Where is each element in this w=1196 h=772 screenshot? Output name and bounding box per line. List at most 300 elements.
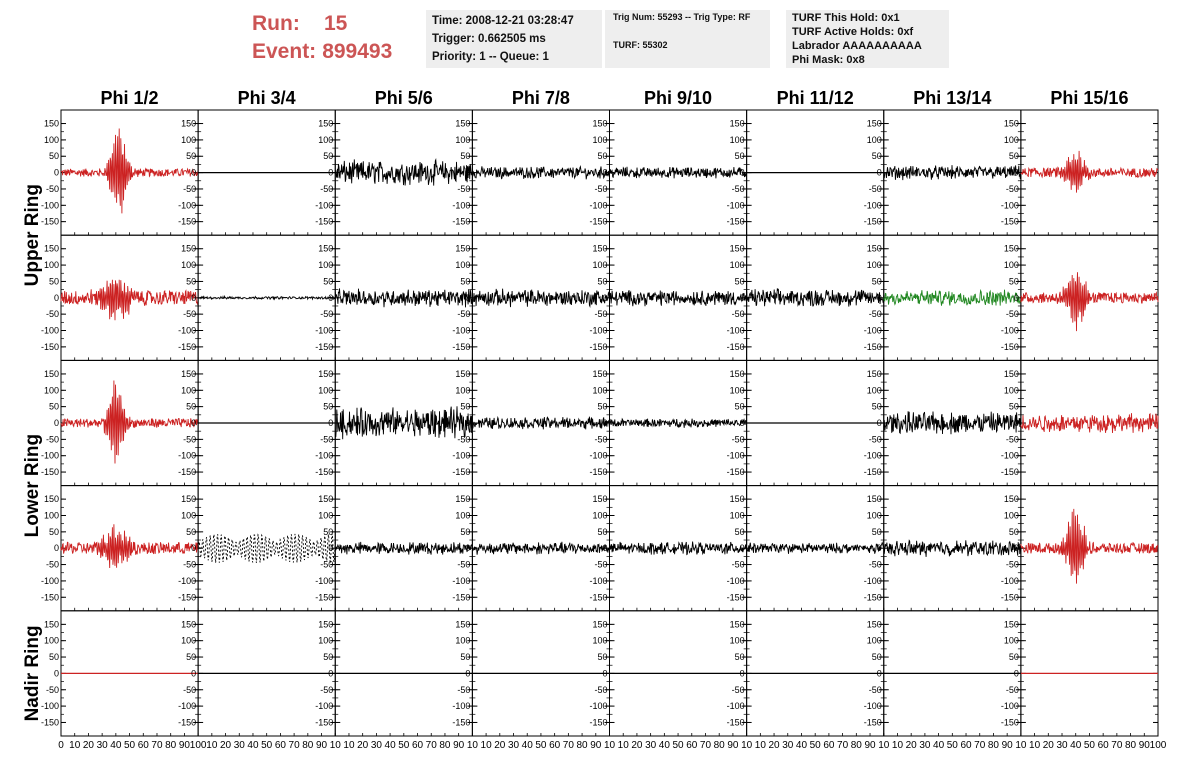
y-tick-label: -50 [1005,684,1019,695]
y-tick-label: -50 [594,183,608,194]
y-tick-label: 100 [43,134,59,145]
y-tick-label: -100 [863,325,882,336]
panel [315,611,472,736]
y-tick-label: 100 [318,385,334,396]
x-tick-label: 60 [411,740,424,751]
y-tick-label: 100 [729,635,745,646]
y-tick-label: -150 [452,467,471,478]
y-tick-label: 150 [43,243,59,254]
y-tick-label: 150 [866,118,882,129]
turf-num-text: TURF: 55302 [613,40,668,50]
x-tick-label: 10 [617,740,629,751]
y-tick-label: 50 [871,526,882,537]
y-tick-label: -150 [40,341,59,352]
y-tick-label: 0 [465,167,471,178]
x-tick-label: 50 [809,740,821,751]
run-value: 15 [324,12,348,35]
panel [1001,486,1158,611]
y-tick-label: 50 [460,401,471,412]
y-tick-label: 50 [871,401,882,412]
waveform-trace [1021,413,1158,433]
y-tick-label: -50 [594,559,608,570]
y-tick-label: -100 [589,575,608,586]
y-tick-label: 0 [465,292,471,303]
panel [1001,360,1158,485]
y-tick-label: -150 [589,592,608,603]
y-tick-label: 0 [53,167,59,178]
y-tick-label: 50 [460,526,471,537]
y-tick-label: 50 [734,151,745,162]
y-tick-label: -150 [315,717,334,728]
x-tick-label: 60 [549,740,561,751]
y-tick-label: 50 [1008,652,1019,663]
x-tick-label: 50 [261,740,273,751]
y-tick-label: 150 [318,619,334,630]
x-tick-label: 20 [905,740,917,751]
y-tick-label: -100 [589,450,608,461]
panel [727,360,884,485]
y-tick-label: -100 [726,325,745,336]
y-tick-label: 50 [1008,526,1019,537]
y-tick-label: -150 [1000,717,1019,728]
panel [178,235,335,360]
y-tick-label: 100 [866,260,882,271]
x-tick-label: 50 [535,740,547,751]
x-tick-label: 80 [439,740,451,751]
y-tick-label: -150 [726,717,745,728]
x-tick-label: 60 [137,740,149,751]
column-header: Phi 3/4 [237,88,296,108]
x-tick-label: 80 [850,740,862,751]
y-tick-label: -50 [594,434,608,445]
y-tick-label: 50 [323,401,334,412]
y-tick-label: 150 [866,619,882,630]
y-tick-label: -100 [452,575,471,586]
panel [589,360,746,485]
y-tick-label: 150 [729,243,745,254]
y-tick-label: -100 [40,450,59,461]
panel [589,486,746,611]
y-tick-label: -100 [40,325,59,336]
x-tick-label: 70 [837,740,849,751]
panel [41,110,198,235]
x-tick-label: 40 [384,740,396,751]
x-tick-label: 90 [178,740,190,751]
y-tick-label: -50 [457,684,471,695]
panel [315,235,472,360]
waveform-trace [61,524,198,568]
y-tick-label: 100 [318,134,334,145]
y-tick-label: 50 [734,276,745,287]
event-value: 899493 [322,40,393,63]
y-tick-label: -100 [589,701,608,712]
y-tick-label: 150 [729,494,745,505]
x-tick-label: 70 [151,740,163,751]
y-tick-label: 0 [1013,167,1019,178]
y-tick-label: -50 [868,559,882,570]
y-tick-label: 100 [592,134,608,145]
x-tick-label: 50 [1083,740,1095,751]
waveform-trace [610,167,747,179]
y-tick-label: 0 [1013,668,1019,679]
y-tick-label: -150 [315,592,334,603]
y-tick-label: -100 [726,575,745,586]
y-tick-label: -150 [589,341,608,352]
y-tick-label: 50 [871,151,882,162]
y-tick-label: 50 [460,652,471,663]
y-tick-label: 100 [729,510,745,521]
y-tick-label: 0 [1013,292,1019,303]
x-tick-label: 40 [658,740,670,751]
y-tick-label: -150 [178,216,197,227]
y-tick-label: -100 [726,450,745,461]
y-tick-label: 100 [592,635,608,646]
y-tick-label: -150 [726,341,745,352]
x-tick-label: 10 [1029,740,1041,751]
y-tick-label: 150 [318,494,334,505]
y-tick-label: 0 [191,292,197,303]
waveform-trace [335,542,472,555]
y-tick-label: -50 [320,183,334,194]
y-tick-label: -50 [183,183,197,194]
y-tick-label: 150 [43,118,59,129]
y-tick-label: 150 [43,494,59,505]
column-header: Phi 1/2 [100,88,159,108]
waveform-trace [610,419,747,428]
y-tick-label: 100 [455,510,471,521]
y-tick-label: 0 [53,418,59,428]
y-tick-label: 100 [181,635,197,646]
y-tick-label: -50 [594,309,608,320]
y-tick-label: 150 [592,368,608,379]
y-tick-label: -150 [178,592,197,603]
y-tick-label: -100 [315,575,334,586]
y-tick-label: -150 [40,467,59,478]
y-tick-label: -150 [863,592,882,603]
y-tick-label: -100 [40,200,59,211]
y-tick-label: 50 [597,401,608,412]
x-tick-label: 10 [1015,740,1027,751]
y-tick-label: -50 [594,684,608,695]
y-tick-label: 100 [866,510,882,521]
time-text: Time: 2008-12-21 03:28:47 [432,15,574,27]
y-tick-label: -50 [1005,434,1019,445]
y-tick-label: -100 [315,200,334,211]
y-tick-label: 0 [739,292,745,303]
waveform-trace [1021,151,1158,193]
y-tick-label: 150 [181,118,197,129]
x-tick-label: 20 [631,740,643,751]
y-tick-label: 50 [871,652,882,663]
y-tick-label: 100 [318,635,334,646]
y-tick-label: -100 [40,701,59,712]
ring-label: Upper Ring [22,184,43,287]
y-tick-label: 100 [318,260,334,271]
y-tick-label: -50 [183,684,197,695]
labrador-text: Labrador AAAAAAAAAA [792,40,922,52]
y-tick-label: 50 [48,401,59,412]
waveform-trace [335,406,472,439]
y-tick-label: 50 [1008,276,1019,287]
y-tick-label: -150 [40,592,59,603]
y-tick-label: 100 [43,260,59,271]
y-tick-label: 0 [602,668,608,679]
column-header: Phi 5/6 [374,88,433,108]
panel [452,611,609,736]
panel [589,110,746,235]
y-tick-label: 150 [592,118,608,129]
x-tick-label: 60 [274,740,286,751]
y-tick-label: 0 [191,418,197,428]
y-tick-label: 150 [318,118,334,129]
x-tick-label: 50 [124,740,136,751]
y-tick-label: 150 [181,619,197,630]
waveform-trace [472,166,609,179]
y-tick-label: -100 [863,701,882,712]
y-tick-label: 100 [455,134,471,145]
y-tick-label: -100 [178,325,197,336]
x-tick-label: 50 [398,740,410,751]
y-tick-label: -150 [726,467,745,478]
x-tick-label: 10 [466,740,478,751]
y-tick-label: -150 [452,592,471,603]
trig-num-text: Trig Num: 55293 -- Trig Type: RF [613,12,751,22]
x-tick-label: 40 [521,740,533,751]
y-tick-label: 150 [1003,118,1019,129]
y-tick-label: 150 [866,494,882,505]
panel [452,360,609,485]
y-tick-label: -50 [45,684,59,695]
y-tick-label: 150 [455,118,471,129]
y-tick-label: -150 [178,467,197,478]
y-tick-label: 150 [1003,243,1019,254]
y-tick-label: 50 [186,401,197,412]
y-tick-label: -50 [457,559,471,570]
y-tick-label: 100 [455,260,471,271]
y-tick-label: 150 [729,118,745,129]
y-tick-label: -150 [315,341,334,352]
y-tick-label: 50 [323,652,334,663]
y-tick-label: 0 [602,292,608,303]
y-tick-label: -50 [457,434,471,445]
turf-hold-text: TURF This Hold: 0x1 [792,12,900,24]
x-tick-label: 30 [96,740,108,751]
y-tick-label: 100 [729,385,745,396]
panel [727,110,884,235]
x-tick-label: 10 [69,740,81,751]
y-tick-label: -100 [452,325,471,336]
x-tick-label: 10 [206,740,218,751]
y-tick-label: -150 [178,717,197,728]
x-tick-label: 20 [494,740,506,751]
x-tick-label: 40 [247,740,259,751]
waveform-trace [1021,509,1158,584]
panel [1001,611,1158,736]
y-tick-label: -50 [320,309,334,320]
panel [1001,110,1158,235]
y-tick-label: 150 [455,619,471,630]
y-tick-label: 100 [1003,635,1019,646]
x-tick-label: 50 [946,740,958,751]
y-tick-label: -50 [1005,309,1019,320]
y-tick-label: -50 [731,434,745,445]
x-tick-label: 90 [1138,740,1150,751]
x-tick-label: 60 [823,740,835,751]
y-tick-label: -100 [178,701,197,712]
y-tick-label: 100 [455,385,471,396]
waveform-trace [472,289,609,308]
y-tick-label: -150 [1000,216,1019,227]
trigger-text: Trigger: 0.662505 ms [432,33,546,45]
y-tick-label: 50 [323,526,334,537]
y-tick-label: -100 [1000,450,1019,461]
y-tick-label: -50 [183,434,197,445]
y-tick-label: 0 [465,668,471,679]
y-tick-label: -150 [40,216,59,227]
x-tick-label: 90 [315,740,328,751]
x-tick-label: 60 [686,740,698,751]
x-tick-label: 80 [165,740,177,751]
y-tick-label: -50 [731,183,745,194]
y-tick-label: 0 [739,668,745,679]
y-tick-label: -50 [1005,183,1019,194]
y-tick-label: -100 [178,200,197,211]
panel [452,110,609,235]
y-tick-label: 150 [1003,494,1019,505]
y-tick-label: 100 [1003,260,1019,271]
y-tick-label: 0 [1013,418,1019,428]
y-tick-label: 50 [1008,151,1019,162]
panel [41,235,198,360]
y-tick-label: 50 [734,401,745,412]
y-tick-label: 50 [186,276,197,287]
ring-label: Nadir Ring [22,625,43,722]
y-tick-label: 50 [597,276,608,287]
x-tick-label: 30 [507,740,520,751]
x-tick-label: 0 [58,740,64,751]
y-tick-label: 100 [866,385,882,396]
y-tick-label: -50 [320,559,334,570]
y-tick-label: -50 [45,309,59,320]
y-tick-label: 50 [734,652,745,663]
y-tick-label: 50 [460,151,471,162]
run-label: Run: [252,12,300,35]
y-tick-label: 150 [729,368,745,379]
y-tick-label: 150 [318,368,334,379]
y-tick-label: -150 [589,717,608,728]
y-tick-label: 0 [328,167,334,178]
y-tick-label: -50 [731,559,745,570]
panel [41,611,198,736]
panel [864,235,1021,360]
y-tick-label: 50 [323,151,334,162]
y-tick-label: 0 [191,668,197,679]
y-tick-label: 150 [43,368,59,379]
waveform-trace [610,542,747,555]
y-tick-label: 150 [592,243,608,254]
y-tick-label: -100 [1000,701,1019,712]
y-tick-label: -100 [1000,325,1019,336]
y-tick-label: 100 [43,385,59,396]
panel [727,611,884,736]
y-tick-label: 0 [602,543,608,554]
y-tick-label: -50 [457,309,471,320]
x-tick-label: 10 [878,740,890,751]
y-tick-label: 0 [602,167,608,178]
y-tick-label: 0 [328,668,334,679]
y-tick-label: 100 [592,260,608,271]
x-tick-label: 60 [1097,740,1109,751]
turf-active-holds-text: TURF Active Holds: 0xf [792,26,914,38]
y-tick-label: -50 [868,183,882,194]
y-tick-label: 150 [181,494,197,505]
y-tick-label: -150 [589,467,608,478]
column-header: Phi 7/8 [511,88,570,108]
panel [41,360,198,485]
panel [1001,235,1158,360]
y-tick-label: 0 [328,418,334,428]
y-tick-label: 100 [43,635,59,646]
y-tick-label: -100 [315,450,334,461]
y-tick-label: 150 [729,619,745,630]
y-tick-label: 50 [1008,401,1019,412]
panel [864,486,1021,611]
panel [589,235,746,360]
panel [315,360,472,485]
panel [452,235,609,360]
x-tick-label: 70 [288,740,300,751]
y-tick-label: 150 [866,368,882,379]
x-tick-label: 20 [1042,740,1054,751]
x-tick-label: 40 [933,740,945,751]
y-tick-label: -150 [452,341,471,352]
y-tick-label: 50 [48,276,59,287]
y-tick-label: -50 [868,434,882,445]
y-tick-label: 100 [181,260,197,271]
y-tick-label: 100 [866,635,882,646]
y-tick-label: 50 [597,652,608,663]
panel [178,486,335,611]
y-tick-label: 50 [597,151,608,162]
panel [41,486,198,611]
x-tick-label: 70 [1111,740,1123,751]
y-tick-label: -50 [1005,559,1019,570]
y-tick-label: -150 [1000,341,1019,352]
y-tick-label: -100 [726,701,745,712]
x-tick-label: 20 [82,740,94,751]
panel [178,110,335,235]
y-tick-label: 50 [186,151,197,162]
x-tick-label: 30 [1056,740,1068,751]
waveform-trace [472,417,609,430]
y-tick-label: -50 [731,684,745,695]
x-tick-label: 10 [329,740,341,751]
y-tick-label: 150 [592,494,608,505]
waveform-trace [335,159,472,185]
y-tick-label: -100 [178,450,197,461]
y-tick-label: 0 [191,167,197,178]
y-tick-label: -50 [320,434,334,445]
y-tick-label: 0 [53,292,59,303]
x-tick-label: 40 [110,740,122,751]
x-tick-label: 100 [1149,740,1167,751]
x-tick-label: 10 [741,740,753,751]
ring-label: Lower Ring [22,433,43,538]
waveform-trace [610,290,747,306]
waveform-trace [747,288,884,306]
x-tick-label: 30 [370,740,382,751]
y-tick-label: -150 [863,341,882,352]
